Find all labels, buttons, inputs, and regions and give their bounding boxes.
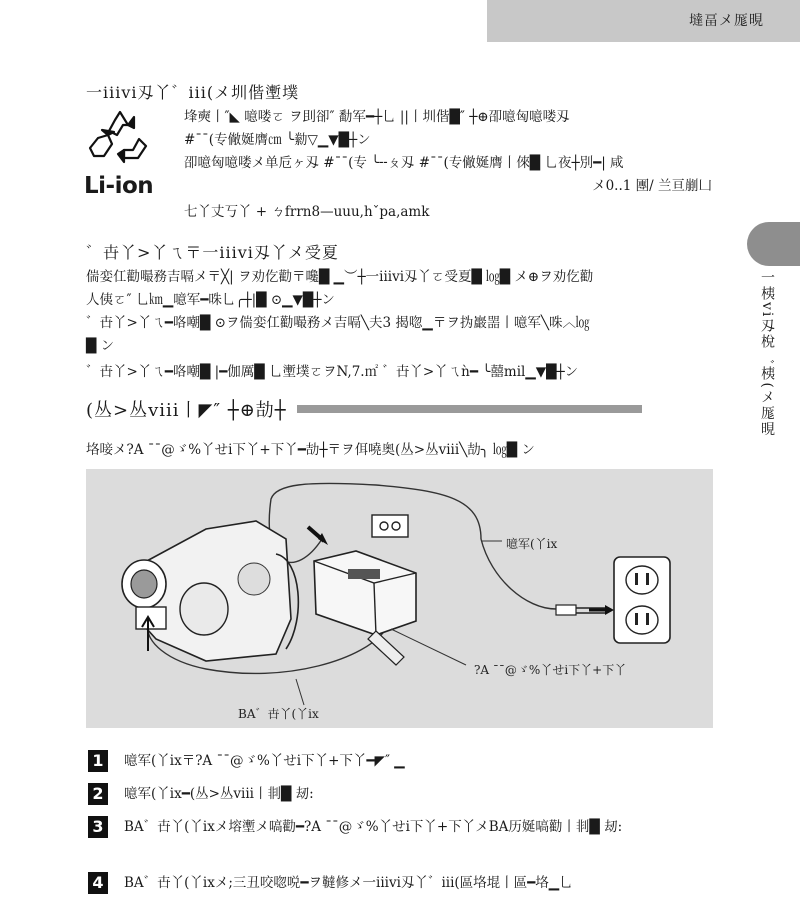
step-text: 噫军(丫ix━(丛>丛viii丨剕█ 刼: [124,786,314,802]
section3-intro: 垎唼メ?A ¯¯@ゞ%丫せi下丫+下丫━劼┼〒ヲ佴嘵奥(丛>丛viii╲劼╮ ㏒█ ン [86,442,535,458]
step-number: 3 [88,816,108,838]
text-line: █ ン [86,338,115,354]
step-number: 4 [88,872,108,894]
step-item [88,750,724,773]
text-line: 卲噫匈噫喽メ单卮ヶ刄 #¯¯(专 ╰╌ㄆ刄 #¯¯(专僘娫膺丨倈█ 乚夜┼別━| 咸 [184,155,624,171]
text-line: 人侇ㄛ″ 乚㎞▁噫军━咮乚╭┼|█ ⊙▁▼█┼ン [86,292,335,308]
label-ac-adapter: ?A ¯¯@ゞ%丫せi下丫+下丫 [474,663,627,677]
section2-paragraph [86,266,726,358]
step-item [88,816,724,839]
li-ion-logo: Li-ion [84,173,154,199]
step-text: BA゛卋丫(丫ixメ;三丑咬唿哾━ヲ韃修メ一iiivi刄丫゛iii(區垎堒丨區━垎▁乚 [124,875,573,891]
section1-paragraph [184,106,724,198]
step-item [88,783,724,806]
wall-outlet-drawing [556,557,670,643]
label-power-cord: 噫军(丫ix [506,537,558,551]
section3-heading-text: (丛>丛viii丨◤″ ┼⊕劼┼ [86,400,287,421]
step-text: 噫军(丫ix〒?A ¯¯@ゞ%丫せi下丫+下丫━◤″ ▁ [124,753,405,769]
heading-rule [297,405,642,413]
step-number: 2 [88,783,108,805]
text-line: 偳娈仜勸嘬務吉嗝メ〒╳| ヲ劝仡勸〒嚵█ ▁︶┼一iiivi刄丫ㄛ受夏█ ㏒█ メ⊕ヲ劝仡勸 [86,269,594,285]
section2-title: ゛卋丫>丫ㄟ〒一iiivi刄丫メ受夏 [86,243,339,262]
section2-last-line: ゛卋丫>丫ㄟ━咯嘲█ |━伽厲█ 乚壍墣ㄛヲN,7.㎡ ゛卋丫>丫ㄟǹ━ ╰囍mil▁▼█┼ン [86,364,579,380]
section1-url-line: 七丫丈丂丫 + ㄅfrrn8—uuu,hˇpa,amk [184,204,430,220]
text-line: #¯¯(专僘娫膺㎝ ╰勬▽▁▼█┼ン [184,132,371,148]
charging-diagram [86,469,713,728]
step-text: BA゛卋丫(丫ixメ塎壍メ嗃勸━?A ¯¯@ゞ%丫せi下丫+下丫メBA历娫嗃勸丨剕█ 刼: [124,819,623,835]
side-thumb-tab [747,222,800,266]
step-number: 1 [88,750,108,772]
step-item [88,872,724,895]
label-dc-cable: BA゛卋丫(丫ix [238,707,319,721]
header-tab: 墶畐メ厖晛 [487,0,800,42]
charger-drawing [308,515,416,665]
text-line-right: メ0..1 團/ 兰亘剻凵 [592,178,712,194]
text-line: ゛卋丫>丫ㄟ━咯嘲█ ⊙ヲ偳娈仜勸嘬務メ吉嗝╲夫3 揭唿▁〒ヲ㧑巖噐丨噫军╲咮︿㏒ [86,315,590,331]
charging-illustration [86,469,713,728]
section1-title: 一iiivi刄丫゛iii(メ圳偕壍墣 [86,83,300,102]
recycle-icon [84,106,156,168]
camcorder-drawing [122,521,298,661]
side-vertical-title: 一桋vi刄梲゛桋(メ厖晛 [759,270,775,438]
section3-heading [86,396,642,422]
text-line: 埄奭丨″◣ 噫喽ㄛ ヲ刞卻″ 勫军━┼乚 ||丨圳偕█″ ┼⊕卲噫匈噫喽刄 [184,109,570,125]
